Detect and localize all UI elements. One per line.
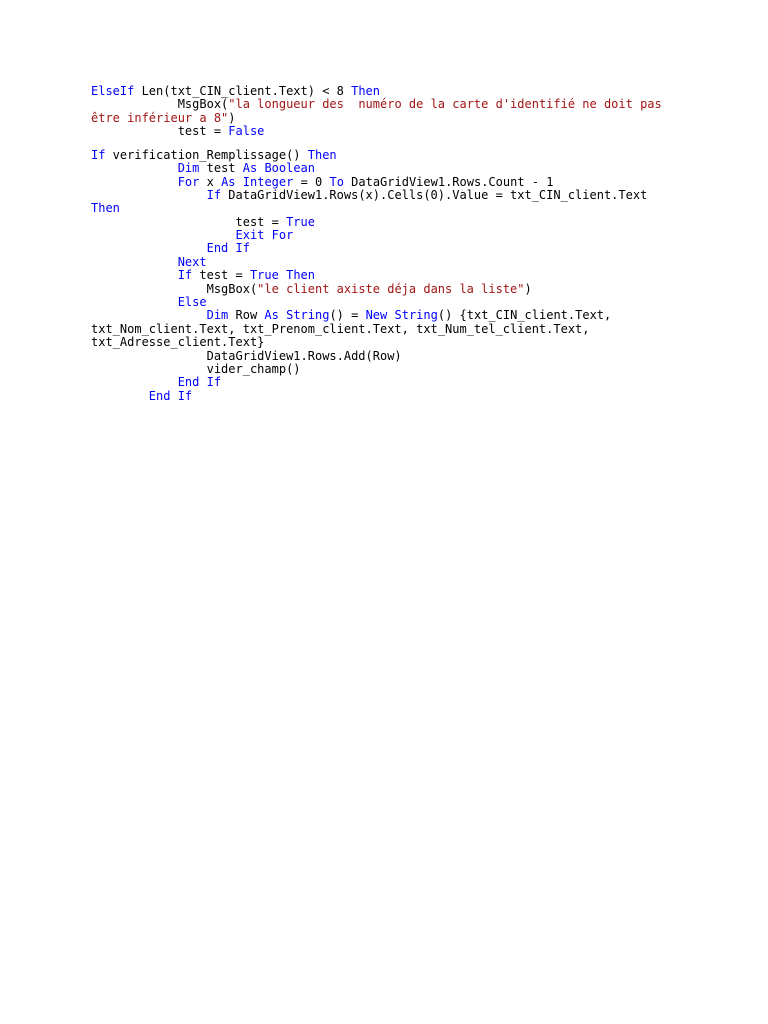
code-text xyxy=(91,255,178,269)
code-text: test = xyxy=(91,214,287,229)
code-text: Len(txt_CIN_client.Text) < 8 xyxy=(134,84,352,98)
code-keyword: For xyxy=(177,174,200,189)
code-line xyxy=(91,323,691,336)
code-keyword: Else xyxy=(177,295,207,310)
code-keyword: Then xyxy=(286,268,315,283)
code-text xyxy=(91,241,207,255)
code-text: DataGridView1.Rows.Add(Row) xyxy=(91,348,402,363)
code-line xyxy=(91,85,691,98)
code-text xyxy=(91,175,178,189)
code-text xyxy=(279,268,286,282)
code-text xyxy=(91,228,236,242)
code-line xyxy=(91,296,691,309)
code-text: DataGridView1.Rows(x).Cells(0).Value = txt_CIN_client.Text xyxy=(221,187,648,202)
code-keyword: As xyxy=(221,174,236,189)
code-text: test xyxy=(199,161,243,176)
code-text xyxy=(279,308,286,322)
code-text xyxy=(91,161,178,175)
code-keyword: String xyxy=(394,308,438,323)
code-text: txt_Nom_client.Text, txt_Prenom_client.Text, txt_Num_tel_client.Text, xyxy=(91,321,590,336)
code-line xyxy=(91,112,691,125)
code-keyword: New xyxy=(365,308,388,323)
code-text: test = xyxy=(91,124,229,139)
code-text: vider_champ() xyxy=(91,362,301,376)
code-line xyxy=(91,350,691,363)
code-text: = 0 xyxy=(293,174,330,189)
code-text: test = xyxy=(192,268,250,283)
code-keyword: True xyxy=(249,268,279,283)
code-keyword: If xyxy=(91,147,106,162)
code-keyword: True xyxy=(286,214,315,229)
code-line xyxy=(91,242,691,255)
code-keyword: Boolean xyxy=(264,161,316,176)
code-line xyxy=(91,309,691,322)
code-keyword: Next xyxy=(177,254,207,269)
code-line xyxy=(91,149,691,162)
code-keyword: If xyxy=(177,268,193,283)
code-keyword: ElseIf xyxy=(91,84,135,98)
code-string: être inférieur a 8" xyxy=(91,110,229,125)
code-text: () {txt_CIN_client.Text, xyxy=(437,308,612,323)
code-text: MsgBox( xyxy=(91,97,229,112)
code-line xyxy=(91,176,691,189)
code-line xyxy=(91,363,691,376)
code-line xyxy=(91,376,691,389)
code-keyword: End If xyxy=(177,375,222,390)
code-text: txt_Adresse_client.Text} xyxy=(91,335,265,350)
code-text: () = xyxy=(329,308,366,323)
code-keyword: Then xyxy=(351,84,381,98)
code-keyword: Dim xyxy=(177,161,200,176)
code-text: MsgBox( xyxy=(91,281,258,296)
code-keyword: String xyxy=(286,308,330,323)
code-line xyxy=(91,229,691,242)
code-line xyxy=(91,202,691,215)
code-text: Row xyxy=(228,308,265,323)
code-text xyxy=(91,188,207,202)
code-keyword: To xyxy=(329,174,344,189)
code-keyword: False xyxy=(228,124,265,139)
code-line xyxy=(91,269,691,282)
code-keyword: Exit For xyxy=(235,228,294,243)
code-keyword: As xyxy=(242,161,258,176)
code-keyword: Integer xyxy=(242,174,294,189)
code-text: verification_Remplissage() xyxy=(105,147,308,162)
code-line xyxy=(91,98,691,111)
code-text xyxy=(91,268,178,282)
code-text: ) xyxy=(228,110,236,125)
code-line xyxy=(91,256,691,269)
code-text: ) xyxy=(524,281,532,296)
code-line xyxy=(91,390,691,403)
code-text: DataGridView1.Rows.Count - 1 xyxy=(343,174,554,189)
code-line xyxy=(91,189,691,202)
code-keyword: If xyxy=(206,187,222,202)
code-listing xyxy=(91,85,691,403)
code-line xyxy=(91,125,691,138)
code-text: x xyxy=(199,174,222,189)
code-keyword: As xyxy=(264,308,279,323)
code-keyword: End If xyxy=(148,388,193,403)
code-string: "le client axiste déja dans la liste" xyxy=(257,281,525,296)
code-text xyxy=(91,375,178,389)
code-text xyxy=(91,389,149,403)
code-text xyxy=(91,308,207,322)
code-text xyxy=(387,308,394,322)
code-string: "la longueur des numéro de la carte d'identifié ne doit pas xyxy=(228,97,662,112)
code-line xyxy=(91,162,691,175)
code-line xyxy=(91,283,691,296)
code-keyword: Then xyxy=(91,201,120,216)
code-line xyxy=(91,216,691,229)
code-keyword: End If xyxy=(206,241,250,256)
code-text xyxy=(236,175,243,189)
code-line xyxy=(91,336,691,349)
code-text xyxy=(91,295,178,309)
code-keyword: Then xyxy=(307,147,337,162)
code-keyword: Dim xyxy=(206,308,229,323)
